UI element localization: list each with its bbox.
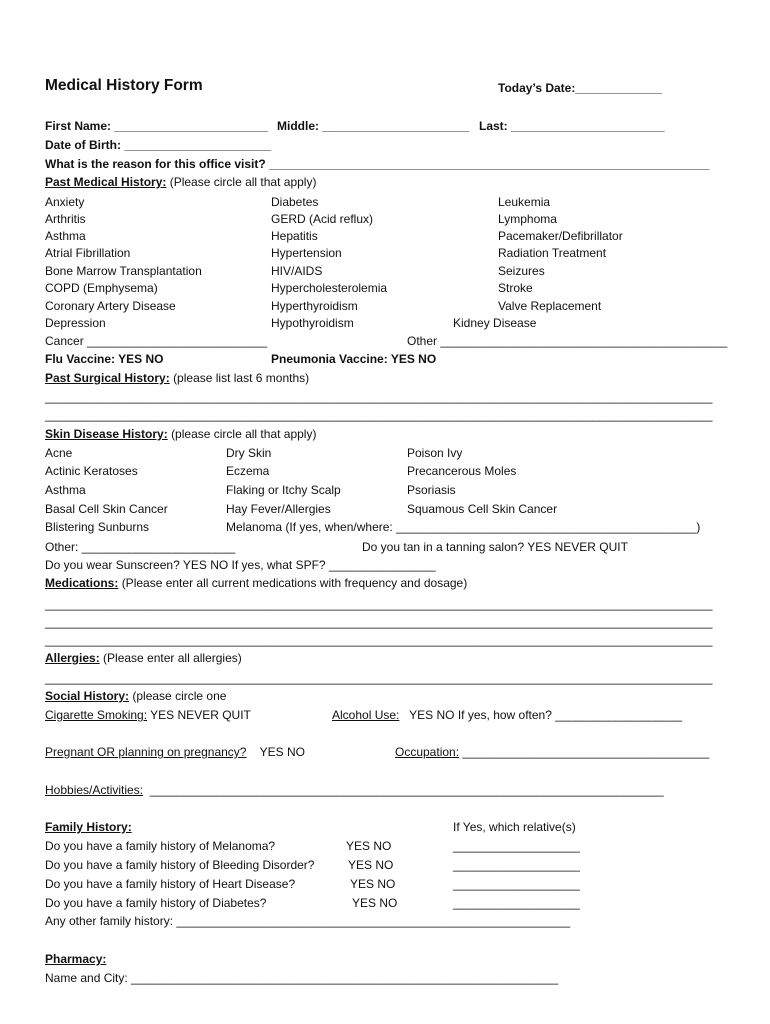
sunscreen-choice[interactable]: Do you wear Sunscreen? YES NO If yes, what SPF? ________________ [45,558,436,572]
condition-item[interactable]: GERD (Acid reflux) [271,212,374,226]
first-name-field[interactable]: First Name: _______________________ [45,119,268,133]
condition-item[interactable]: Bone Marrow Transplantation [45,264,202,278]
visit-reason-field[interactable]: What is the reason for this office visit? __________________________________________________________________ [45,157,710,171]
family-yes-no[interactable]: YES NO [346,839,392,853]
condition-item[interactable]: Hyperthyroidism [271,299,358,313]
condition-item[interactable]: Hepatitis [271,229,318,243]
relative-line[interactable]: ___________________ [453,858,580,872]
other-family-history-field[interactable]: Any other family history: ___________________________________________________________ [45,914,571,928]
condition-item[interactable]: Asthma [45,229,86,243]
other-condition-field[interactable]: Other ___________________________________________ [407,334,728,348]
medications-line[interactable]: ____________________________________________________________________________________________________ [45,615,713,629]
pregnancy-options[interactable]: YES NO [259,745,305,759]
medications-heading [45,576,467,590]
condition-item[interactable]: Radiation Treatment [498,246,607,260]
medications-line[interactable]: ____________________________________________________________________________________________________ [45,633,713,647]
cigarette-smoking-options[interactable]: YES NEVER QUIT [150,708,251,722]
skin-condition-item[interactable]: Psoriasis [407,483,456,497]
past-medical-history-heading [45,175,316,189]
family-question: Do you have a family history of Diabetes? [45,896,267,910]
condition-item[interactable]: Diabetes [271,195,319,209]
skin-condition-item[interactable]: Flaking or Itchy Scalp [226,483,341,497]
condition-item[interactable]: COPD (Emphysema) [45,281,158,295]
occupation-label: Occupation: [395,745,460,759]
pregnancy-row[interactable] [45,745,305,759]
condition-item[interactable]: Valve Replacement [498,299,602,313]
skin-condition-item[interactable]: Blistering Sunburns [45,520,150,534]
tanning-salon-choice[interactable]: Do you tan in a tanning salon? YES NEVER QUIT [362,540,628,554]
skin-disease-history-heading [45,427,316,441]
relative-column-label: If Yes, which relative(s) [453,820,576,834]
cancer-field[interactable]: Cancer ___________________________ [45,334,268,348]
social-history-note: (please circle one [132,689,227,703]
allergies-line[interactable]: ____________________________________________________________________________________________________ [45,671,713,685]
todays-date-field[interactable]: Today’s Date:_____________ [498,81,663,95]
last-name-field[interactable]: Last: _______________________ [479,119,665,133]
condition-item[interactable]: Coronary Artery Disease [45,299,176,313]
condition-item[interactable]: HIV/AIDS [271,264,323,278]
medications-label: Medications: [45,576,119,590]
cigarette-smoking-label: Cigarette Smoking: [45,708,148,722]
condition-item[interactable]: Lymphoma [498,212,557,226]
skin-condition-item[interactable]: Squamous Cell Skin Cancer [407,502,558,516]
middle-name-field[interactable]: Middle: ______________________ [277,119,470,133]
pregnancy-label: Pregnant OR planning on pregnancy? [45,745,247,759]
family-yes-no[interactable]: YES NO [348,858,394,872]
condition-item[interactable]: Pacemaker/Defibrillator [498,229,623,243]
condition-item[interactable]: Kidney Disease [453,316,537,330]
medications-line[interactable]: ____________________________________________________________________________________________________ [45,597,713,611]
social-history-heading [45,689,226,703]
skin-condition-item[interactable]: Eczema [226,464,270,478]
condition-item[interactable]: Hypertension [271,246,342,260]
other-skin-field[interactable]: Other: _______________________ [45,540,236,554]
surgical-history-line[interactable]: ____________________________________________________________________________________________________ [45,408,713,422]
condition-item[interactable]: Depression [45,316,106,330]
relative-line[interactable]: ___________________ [453,839,580,853]
past-surgical-history-label: Past Surgical History: [45,371,170,385]
flu-vaccine-choice[interactable]: Flu Vaccine: YES NO [45,352,164,366]
family-yes-no[interactable]: YES NO [352,896,398,910]
medications-note: (Please enter all current medications with frequency and dosage) [121,576,468,590]
cigarette-smoking-row[interactable] [45,708,251,722]
pharmacy-name-city-field[interactable]: Name and City: ________________________________________________________________ [45,971,559,985]
allergies-note: (Please enter all allergies) [103,651,242,665]
pneumonia-vaccine-choice[interactable]: Pneumonia Vaccine: YES NO [271,352,437,366]
allergies-heading [45,651,242,665]
family-question: Do you have a family history of Bleeding Disorder? [45,858,315,872]
hobbies-label: Hobbies/Activities: [45,783,144,797]
hobbies-row[interactable] [45,783,664,797]
melanoma-field[interactable]: Melanoma (If yes, when/where: _____________________________________________) [226,520,701,534]
occupation-line[interactable]: _____________________________________ [462,745,710,759]
condition-item[interactable]: Leukemia [498,195,551,209]
surgical-history-line[interactable]: ____________________________________________________________________________________________________ [45,390,713,404]
skin-condition-item[interactable]: Dry Skin [226,446,272,460]
skin-condition-item[interactable]: Poison Ivy [407,446,463,460]
condition-item[interactable]: Anxiety [45,195,85,209]
condition-item[interactable]: Seizures [498,264,545,278]
hobbies-line[interactable]: _____________________________________________________________________________ [149,783,664,797]
social-history-label: Social History: [45,689,130,703]
alcohol-use-label: Alcohol Use: [332,708,400,722]
condition-item[interactable]: Hypothyroidism [271,316,354,330]
family-question: Do you have a family history of Heart Disease? [45,877,296,891]
skin-condition-item[interactable]: Acne [45,446,73,460]
past-surgical-history-note: (please list last 6 months) [173,371,310,385]
date-of-birth-field[interactable]: Date of Birth: ______________________ [45,138,272,152]
page-title: Medical History Form [45,77,203,94]
family-question: Do you have a family history of Melanoma? [45,839,276,853]
skin-condition-item[interactable]: Precancerous Moles [407,464,517,478]
occupation-row[interactable] [395,745,709,759]
family-history-heading: Family History: [45,820,132,834]
skin-condition-item[interactable]: Hay Fever/Allergies [226,502,331,516]
skin-condition-item[interactable]: Asthma [45,483,86,497]
condition-item[interactable]: Stroke [498,281,533,295]
past-surgical-history-heading [45,371,309,385]
alcohol-use-options[interactable]: YES NO If yes, how often? ___________________ [409,708,683,722]
skin-condition-item[interactable]: Basal Cell Skin Cancer [45,502,168,516]
skin-condition-item[interactable]: Actinic Keratoses [45,464,138,478]
past-medical-history-label: Past Medical History: [45,175,167,189]
skin-disease-history-label: Skin Disease History: [45,427,168,441]
alcohol-use-row[interactable] [332,708,682,722]
relative-line[interactable]: ___________________ [453,877,580,891]
family-yes-no[interactable]: YES NO [350,877,396,891]
past-medical-history-note: (Please circle all that apply) [169,175,317,189]
condition-item[interactable]: Atrial Fibrillation [45,246,131,260]
condition-item[interactable]: Arthritis [45,212,86,226]
allergies-label: Allergies: [45,651,100,665]
condition-item[interactable]: Hypercholesterolemia [271,281,388,295]
pharmacy-heading: Pharmacy: [45,952,107,966]
skin-disease-history-note: (please circle all that apply) [171,427,317,441]
relative-line[interactable]: ___________________ [453,896,580,910]
